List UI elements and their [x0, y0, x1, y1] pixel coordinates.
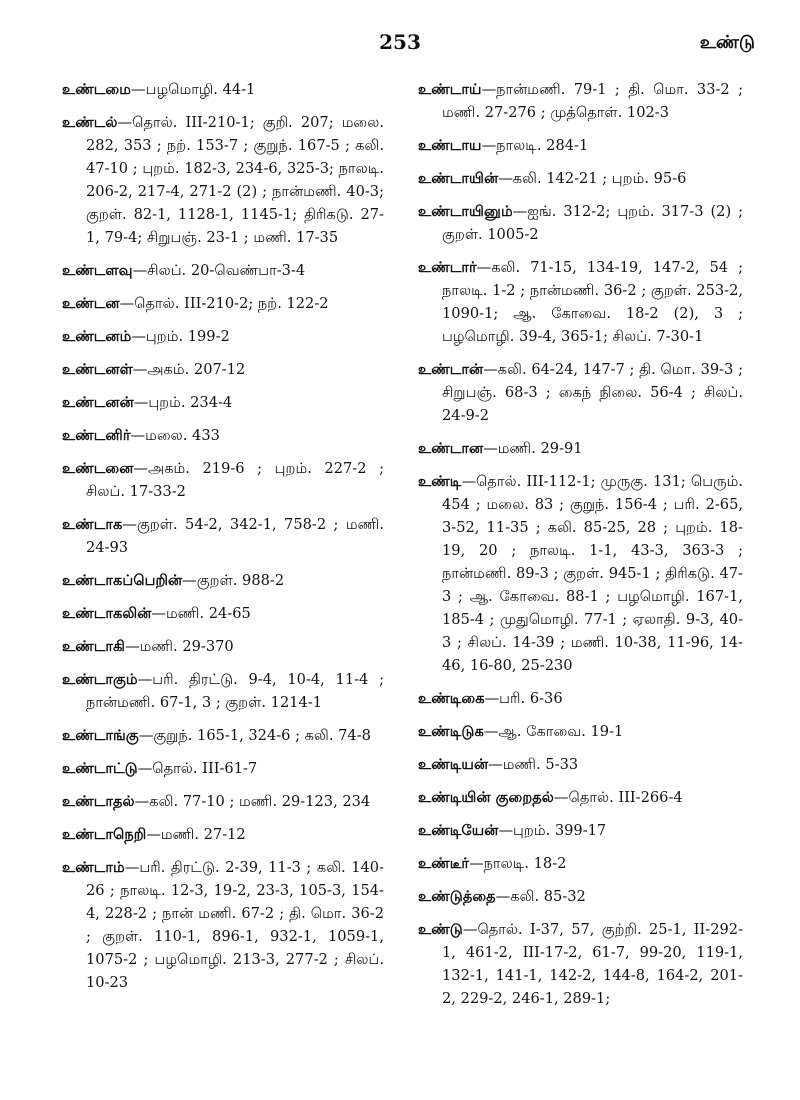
- entry-headword: உண்டாயினும்: [418, 203, 513, 220]
- entry-references: —புறம். 199-2: [131, 328, 230, 345]
- index-entry: [62, 259, 384, 282]
- entry-references: —புறம். 399-17: [498, 822, 607, 839]
- index-entry: [418, 256, 743, 348]
- entry-references: —குறள். 988-2: [182, 572, 285, 589]
- entry-headword: உண்டன: [62, 295, 120, 312]
- entry-headword: உண்டமை: [62, 81, 131, 98]
- index-entry: [418, 885, 743, 908]
- index-entry: [418, 918, 743, 1010]
- index-entry: [62, 111, 384, 249]
- entry-headword: உண்டிடுக: [418, 723, 484, 740]
- index-entry: [62, 358, 384, 381]
- entry-headword: உண்டியின் குறைதல்: [418, 789, 554, 806]
- entry-references: —மணி. 5-33: [488, 756, 579, 773]
- entry-references: —நாலடி. 284-1: [481, 137, 589, 154]
- index-entry: [62, 790, 384, 813]
- index-entry: [418, 134, 743, 157]
- entry-headword: உண்டியன்: [418, 756, 489, 773]
- entry-references: —தொல். I-37, 57, குற்றி. 25-1, II-292-1, 461-2, III-17-2, 61-7, 99-20, 119-1, 132-1, 141-1, 142-2, 144-8, 164-2, 201-2, 229-2, 246-1, 289-1;: [442, 921, 743, 1007]
- entry-headword: உண்டனிர்: [62, 427, 131, 444]
- entry-headword: உண்டனம்: [62, 328, 132, 345]
- index-entry: [418, 687, 743, 710]
- entry-headword: உண்டாதல்: [62, 793, 135, 810]
- index-entry: [62, 569, 384, 592]
- entry-references: —தொல். III-210-1; குறி. 207; மலை. 282, 353 ; நற். 153-7 ; குறுந். 167-5 ; கலி. 47-10 ; புறம். 182-3, 234-6, 325-3; நாலடி. 206-2, 217-4, 271-2 (2) ; நான்மணி. 40-3; குறள். 82-1, 1128-1, 1145-1; திரிகடு. 27-1, 79-4; சிறுபஞ். 23-1 ; மணி. 17-35: [86, 114, 384, 246]
- entry-headword: உண்டான: [418, 440, 484, 457]
- entry-headword: உண்டாகி: [62, 638, 126, 655]
- entry-references: —பரி. திரட்டு. 9-4, 10-4, 11-4 ; நான்மணி. 67-1, 3 ; குறள். 1214-1: [86, 671, 384, 711]
- index-entry: [418, 200, 743, 246]
- index-entry: [62, 513, 384, 559]
- index-entry: [418, 819, 743, 842]
- entry-references: —மணி. 29-91: [483, 440, 583, 457]
- index-entry: [418, 470, 743, 677]
- entry-references: —கலி. 71-15, 134-19, 147-2, 54 ; நாலடி. 1-2 ; நான்மணி. 36-2 ; குறள். 253-2, 1090-1; ஆ. கோவை. 18-2 (2), 3 ; பழமொழி. 39-4, 365-1; சிலப். 7-30-1: [442, 259, 743, 345]
- entry-headword: உண்டாங்கு: [62, 727, 139, 744]
- entry-references: —அகம். 219-6 ; புறம். 227-2 ; சிலப். 17-33-2: [86, 460, 384, 500]
- entry-references: —மணி. 24-65: [151, 605, 251, 622]
- index-entry: [418, 78, 743, 124]
- entry-references: —அகம். 207-12: [132, 361, 246, 378]
- running-head: உண்டு: [699, 32, 755, 53]
- entry-references: —கலி. 85-32: [495, 888, 586, 905]
- entry-headword: உண்டாய: [418, 137, 482, 154]
- entry-references: —நான்மணி. 79-1 ; தி. மொ. 33-2 ; மணி. 27-276 ; முத்தொள். 102-3: [442, 81, 743, 121]
- entry-headword: உண்டாகப்பெறின்: [62, 572, 183, 589]
- index-entry: [62, 635, 384, 658]
- entry-headword: உண்டளவு: [62, 262, 133, 279]
- entry-headword: உண்டனள்: [62, 361, 133, 378]
- left-column: [62, 78, 384, 1004]
- entry-references: —தொல். III-61-7: [137, 760, 258, 777]
- index-entry: [418, 358, 743, 427]
- index-entry: [418, 852, 743, 875]
- index-entry: [62, 823, 384, 846]
- entry-references: —பரி. 6-36: [484, 690, 563, 707]
- index-entry: [62, 856, 384, 994]
- entry-headword: உண்டியேன்: [418, 822, 499, 839]
- index-entry: [418, 167, 743, 190]
- index-entry: [62, 724, 384, 747]
- entry-references: —தொல். III-112-1; முருகு. 131; பெரும். 454 ; மலை. 83 ; குறுந். 156-4 ; பரி. 2-65, 3-52, 11-35 ; கலி. 85-25, 28 ; புறம். 18-19, 20 ; நாலடி. 1-1, 43-3, 363-3 ; நான்மணி. 89-3 ; குறள். 945-1 ; திரிகடு. 47-3 ; ஆ. கோவை. 88-1 ; பழமொழி. 167-1, 185-4 ; முதுமொழி. 77-1 ; ஏலாதி. 9-3, 40-3 ; சிலப். 14-39 ; மணி. 10-38, 11-96, 14-46, 16-80, 25-230: [442, 473, 743, 674]
- entry-headword: உண்டார்: [418, 259, 477, 276]
- entry-headword: உண்டனை: [62, 460, 134, 477]
- entry-references: —புறம். 234-4: [133, 394, 233, 411]
- entry-references: —தொல். III-210-2; நற். 122-2: [119, 295, 329, 312]
- entry-headword: உண்டுத்தை: [418, 888, 496, 905]
- entry-headword: உண்டல்: [62, 114, 118, 131]
- index-entry: [418, 753, 743, 776]
- entry-headword: உண்டாநெறி: [62, 826, 147, 843]
- entry-headword: உண்டு: [418, 921, 463, 938]
- index-entry: [62, 78, 384, 101]
- entry-headword: உண்டாகலின்: [62, 605, 152, 622]
- entry-headword: உண்டீர்: [418, 855, 470, 872]
- index-entry: [62, 602, 384, 625]
- index-entry: [62, 391, 384, 414]
- entry-references: —பழமொழி. 44-1: [130, 81, 256, 98]
- entry-headword: உண்டாகும்: [62, 671, 138, 688]
- entry-references: —மணி. 27-12: [146, 826, 246, 843]
- entry-headword: உண்டாட்டு: [62, 760, 138, 777]
- index-entry: [418, 720, 743, 743]
- entry-headword: உண்டனன்: [62, 394, 134, 411]
- entry-references: —ஆ. கோவை. 19-1: [483, 723, 624, 740]
- entry-references: —தொல். III-266-4: [553, 789, 683, 806]
- index-entry: [62, 292, 384, 315]
- page-number: 253: [379, 30, 421, 54]
- entry-headword: உண்டாயின்: [418, 170, 499, 187]
- entry-references: —சிலப். 20-வெண்பா-3-4: [132, 262, 306, 279]
- entry-headword: உண்டாய்: [418, 81, 482, 98]
- entry-references: —குறுந். 165-1, 324-6 ; கலி. 74-8: [138, 727, 371, 744]
- index-entry: [62, 757, 384, 780]
- index-entry: [62, 325, 384, 348]
- index-entry: [62, 457, 384, 503]
- entry-references: —கலி. 77-10 ; மணி. 29-123, 234: [134, 793, 371, 810]
- entry-references: —பரி. திரட்டு. 2-39, 11-3 ; கலி. 140-26 ; நாலடி. 12-3, 19-2, 23-3, 105-3, 154-4, 228-2 ; நான் மணி. 67-2 ; தி. மொ. 36-2 ; குறள். 110-1, 896-1, 932-1, 1059-1, 1075-2 ; பழமொழி. 213-3, 277-2 ; சிலப். 10-23: [86, 859, 384, 991]
- index-entry: [418, 437, 743, 460]
- index-entry: [418, 786, 743, 809]
- entry-references: —ஐங். 312-2; புறம். 317-3 (2) ; குறள். 1005-2: [442, 203, 743, 243]
- entry-references: —கலி. 142-21 ; புறம். 95-6: [498, 170, 687, 187]
- index-entry: [62, 424, 384, 447]
- index-entry: [62, 668, 384, 714]
- entry-references: —குறள். 54-2, 342-1, 758-2 ; மணி. 24-93: [86, 516, 384, 556]
- entry-headword: உண்டாக: [62, 516, 123, 533]
- entry-headword: உண்டான்: [418, 361, 484, 378]
- entry-headword: உண்டிகை: [418, 690, 485, 707]
- right-column: [418, 78, 743, 1020]
- entry-references: —கலி. 64-24, 147-7 ; தி. மொ. 39-3 ; சிறுபஞ். 68-3 ; கைந் நிலை. 56-4 ; சிலப். 24-9-2: [442, 361, 743, 424]
- entry-headword: உண்டாம்: [62, 859, 125, 876]
- entry-headword: உண்டி: [418, 473, 462, 490]
- entry-references: —மலை. 433: [130, 427, 220, 444]
- entry-references: —நாலடி. 18-2: [469, 855, 567, 872]
- entry-references: —மணி. 29-370: [125, 638, 234, 655]
